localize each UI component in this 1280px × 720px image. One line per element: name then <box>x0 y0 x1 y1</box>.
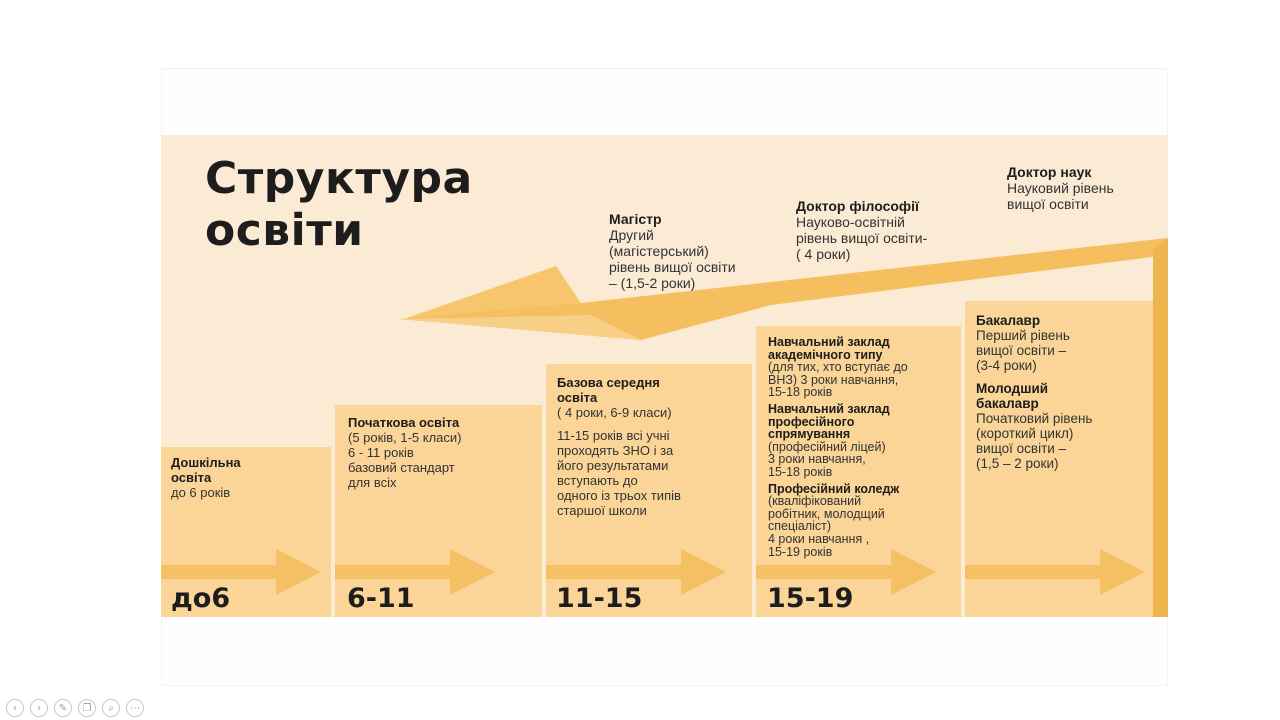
education-structure-infographic <box>161 135 1168 617</box>
primary-heading: Початкова освіта <box>348 415 460 430</box>
age-label-preschool: до6 <box>171 583 231 614</box>
bachelor-line: (3-4 роки) <box>976 358 1037 373</box>
pen-icon[interactable]: ✎ <box>54 699 72 717</box>
age-label-upper: 15-19 <box>767 583 854 614</box>
master-heading: Магістр <box>609 211 662 227</box>
previous-icon[interactable]: ‹ <box>6 699 24 717</box>
college-line: 4 роки навчання , <box>768 531 870 546</box>
junior-bachelor-line: (короткий цикл) <box>976 426 1074 441</box>
junior-bachelor-heading: Молодший <box>976 381 1049 396</box>
preschool-heading: Дошкільна <box>171 455 241 470</box>
basic-line: вступають до <box>557 473 638 488</box>
primary-line: (5 років, 1-5 класи) <box>348 430 462 445</box>
master-text <box>609 211 736 291</box>
bachelor-line: вищої освіти – <box>976 343 1067 358</box>
bachelor-text <box>976 313 1092 471</box>
title-line-2: освіти <box>205 205 364 256</box>
basic-heading-2: освіта <box>557 390 598 405</box>
title-line-1: Структура <box>205 153 473 204</box>
phd-line: Науково-освітній <box>796 214 905 230</box>
primary-text <box>348 415 461 490</box>
basic-line: одного із трьох типів <box>557 488 681 503</box>
phd-line: ( 4 роки) <box>796 246 851 262</box>
vocational-line: 15-18 років <box>768 464 833 479</box>
copy-icon[interactable]: ❐ <box>78 699 96 717</box>
doctor-line: Науковий рівень <box>1007 180 1114 196</box>
college-heading: Професійний коледж <box>768 481 900 496</box>
basic-secondary-text <box>557 375 681 518</box>
phd-line: рівень вищої освіти- <box>796 230 928 246</box>
college-line: робітник, молодщий <box>768 506 885 521</box>
bachelor-line: Перший рівень <box>976 328 1070 343</box>
vocational-line: (професійний ліцей) <box>768 439 886 454</box>
age-label-basic: 11-15 <box>556 583 643 614</box>
basic-line: ( 4 роки, 6-9 класи) <box>557 405 672 420</box>
right-edge-bar <box>1153 239 1168 617</box>
more-icon[interactable]: ⋯ <box>126 699 144 717</box>
junior-bachelor-line: (1,5 – 2 роки) <box>976 456 1059 471</box>
academic-line: ВНЗ) 3 роки навчання, <box>768 372 899 387</box>
basic-line: проходять ЗНО і за <box>557 443 674 458</box>
preschool-line: до 6 років <box>171 485 231 500</box>
phd-text <box>796 198 927 262</box>
vocational-heading-3: спрямування <box>768 427 851 442</box>
next-icon[interactable]: › <box>30 699 48 717</box>
academic-line: (для тих, хто вступає до <box>768 360 908 375</box>
doctor-heading: Доктор наук <box>1007 164 1092 180</box>
upper-secondary-text <box>768 336 908 558</box>
junior-bachelor-line: Початковий рівень <box>976 411 1093 426</box>
master-line: – (1,5-2 роки) <box>609 275 696 291</box>
doctor-line: вищої освіти <box>1007 196 1089 212</box>
college-line: спеціаліст) <box>768 519 832 534</box>
bachelor-heading: Бакалавр <box>976 313 1041 328</box>
arrow-5-icon <box>965 549 1145 595</box>
junior-bachelor-line: вищої освіти – <box>976 441 1067 456</box>
basic-heading: Базова середня <box>557 375 660 390</box>
primary-line: 6 - 11 років <box>348 445 414 460</box>
college-line: 15-19 років <box>768 544 833 559</box>
college-line: (кваліфікований <box>768 494 862 509</box>
basic-line: його результатами <box>557 458 669 473</box>
academic-line: 15-18 років <box>768 385 833 400</box>
master-line: рівень вищої освіти <box>609 259 736 275</box>
doctor-text <box>1007 164 1114 212</box>
preschool-text <box>171 455 241 500</box>
master-line: Другий <box>609 227 654 243</box>
presentation-controls <box>6 699 144 717</box>
junior-bachelor-heading-2: бакалавр <box>976 396 1039 411</box>
primary-line: для всіх <box>348 475 397 490</box>
vocational-heading-2: професійного <box>768 414 855 429</box>
age-label-primary: 6-11 <box>347 583 415 614</box>
page-title <box>205 153 473 257</box>
academic-heading: Навчальний заклад <box>768 335 890 349</box>
basic-line: старшої школи <box>557 503 647 518</box>
vocational-heading: Навчальний заклад <box>768 401 890 416</box>
basic-line: 11-15 років всі учні <box>557 428 670 443</box>
master-line: (магістерський) <box>609 243 709 259</box>
preschool-heading-2: освіта <box>171 470 212 485</box>
primary-line: базовий стандарт <box>348 460 455 475</box>
academic-heading-2: академічного типу <box>768 347 883 362</box>
basic-line <box>557 420 681 428</box>
vocational-line: 3 роки навчання, <box>768 452 866 467</box>
phd-heading: Доктор філософії <box>796 198 919 214</box>
zoom-icon[interactable]: ⌕ <box>102 699 120 717</box>
